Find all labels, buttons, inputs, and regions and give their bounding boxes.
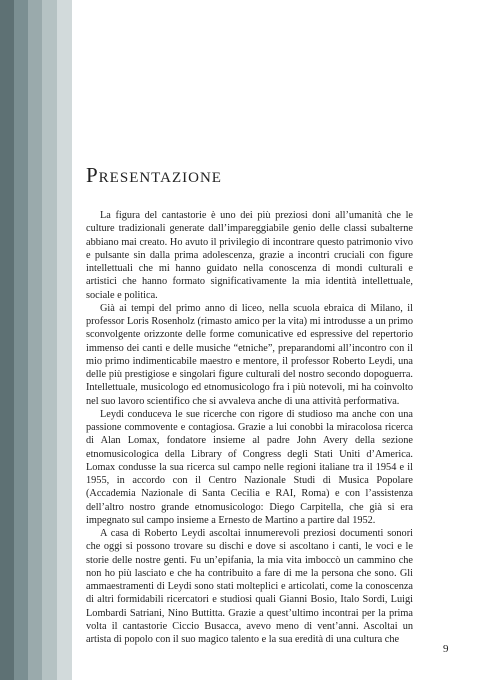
paragraph: Leydi conduceva le sue ricerche con rigore di studioso ma anche con una passione commovente e contagiosa. Grazie a lui conobbi la miracolosa ricerca di Alan Lomax, fondatore insieme al padre John Avery della sezione etnomusicologica della Library of Congress degli Stati Uniti d’America. Lomax condusse la sua ricerca sul campo nelle regioni italiane tra il 1954 e il 1955, in accordo con il Centro Nazionale Studi di Musica Popolare (Accademia Nazionale di Santa Cecilia e RAI, Roma) e con l’assistenza dell’altro nostro grande etnomusicologo: Diego Carpitella, che già si era impegnato sul campo insieme a Ernesto de Martino a partire dal 1952. (86, 408, 413, 526)
paragraph: A casa di Roberto Leydi ascoltai innumerevoli preziosi documenti sonori che oggi si possono trovare su dischi e dove si ascoltano i canti, le voci e le storie delle nostre genti. Fu un’epifania, la mia vita imboccò un cammino che non ho più lasciato e che ha contribuito a fare di me la persona che sono. Gli ammaestramenti di Leydi sono stati molteplici e articolati, come la conoscenza di altri formidabili ricercatori e studiosi quali Gianni Bosio, Italo Sordi, Luigi Lombardi Satriani, Nino Buttitta. Grazie a quest’ultimo incontrai per la prima volta il cantastorie Ciccio Busacca, avevo meno di vent’anni. Ascoltai un artista di popolo con il suo magico talento e la sua eredità di una cultura che (86, 528, 413, 645)
stripe (42, 0, 57, 680)
page-title: Presentazione (86, 163, 222, 187)
body-text (86, 209, 413, 646)
page-number: 9 (443, 643, 449, 655)
decorative-stripes (0, 0, 72, 680)
paragraph: La figura del cantastorie è uno dei più preziosi doni all’umanità che le culture tradizionali generate dall’impareggiabile genio delle classi subalterne abbiano mai creato. Ho avuto il privilegio di incontrare questo patrimonio vivo e pulsante sin dalla prima adolescenza, grazie a incontri cruciali con figure intellettuali che mi hanno guidato nella conoscenza di mondi culturali e artistici che hanno formato significativamente la mia identità intellettuale, sociale e politica. (86, 210, 413, 301)
stripe (57, 0, 72, 680)
stripe (0, 0, 14, 680)
stripe (28, 0, 42, 680)
paragraph: Già ai tempi del primo anno di liceo, nella scuola ebraica di Milano, il professor Loris Rosenholz (rimasto amico per la vita) mi introdusse a un primo sconvolgente orizzonte delle forme comunicative ed espressive del repertorio immenso dei canti e delle musiche “etniche”, preparandomi all’incontro con il mio primo indimenticabile maestro e mentore, il professor Roberto Leydi, una delle più prestigiose e singolari figure culturali del nostro secondo dopoguerra. Intellettuale, musicologo ed etnomusicologo fra i più notevoli, mi ha coinvolto nel suo lavoro scientifico che si avvaleva anche di una attività performativa. (86, 302, 413, 407)
stripe (14, 0, 28, 680)
